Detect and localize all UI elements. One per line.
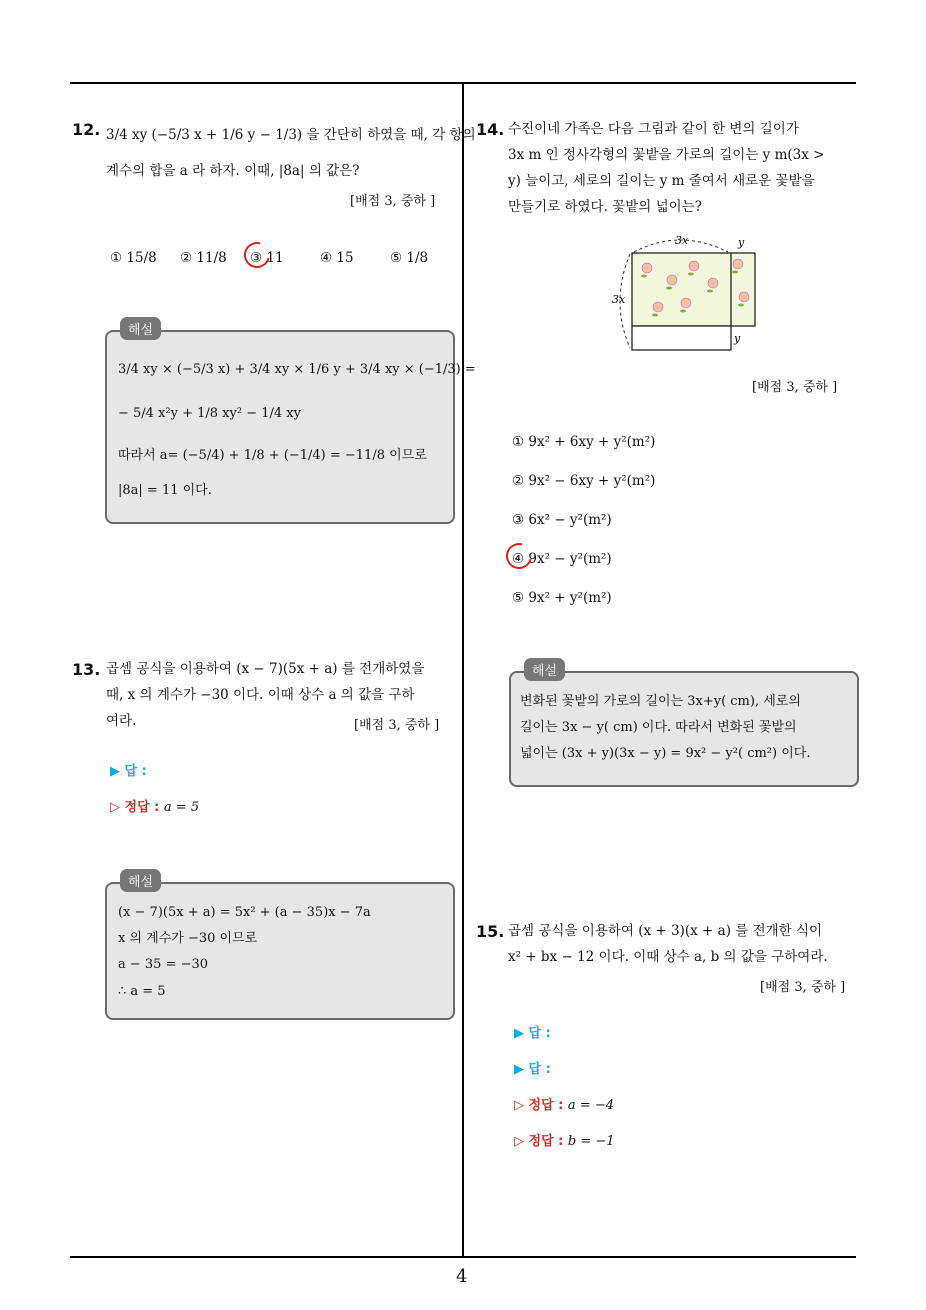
q13-text-line3: 여라. [106, 713, 137, 729]
q12-selected-mark [239, 237, 275, 273]
q15-correct-value-2: b = −1 [567, 1134, 615, 1149]
q12-solution-line1: 3/4 xy × (−5/3 x) + 3/4 xy × 1/6 y + 3/4 xy × (−1/3) = [118, 362, 476, 377]
q14-option-5[interactable]: ⑤ 9x² + y²(m²) [512, 590, 612, 606]
column-divider [462, 82, 464, 1258]
q15-correct-answer-2 [514, 1130, 615, 1149]
q12-option-2[interactable]: ② 11/8 [180, 250, 227, 266]
q14-option-3[interactable]: ③ 6x² − y²(m²) [512, 512, 612, 528]
q12-number: 12. [72, 120, 101, 139]
q12-solution-tag: 해설 [120, 317, 161, 340]
q13-solution-tag: 해설 [120, 869, 161, 892]
q13-meta: [배점 3, 중하 ] [354, 718, 440, 733]
q12-option-3[interactable]: ③ 11 [250, 250, 284, 266]
q14-solution-line2: 길이는 3x − y( cm) 이다. 따라서 변화된 꽃밭의 [520, 720, 797, 735]
q12-text-line2: 계수의 합을 a 라 하자. 이때, |8a| 의 값은? [106, 163, 360, 179]
fig-label-left-3x: 3x [612, 293, 626, 306]
garden-removed-strip [632, 326, 731, 350]
fig-label-bottom-y: y [734, 332, 741, 345]
q13-correct-answer [110, 796, 199, 815]
q15-answer-label-2[interactable]: ▶ 답 : [514, 1062, 551, 1077]
page-number: 4 [456, 1266, 468, 1287]
q12-solution-line2: − 5/4 x²y + 1/8 xy² − 1/4 xy [118, 406, 301, 421]
q12-meta: [배점 3, 중하 ] [350, 194, 436, 209]
q12-option-1[interactable]: ① 15/8 [110, 250, 157, 266]
q15-meta: [배점 3, 중하 ] [760, 980, 846, 995]
q14-text-line3: y) 늘이고, 세로의 길이는 y m 줄여서 새로운 꽃밭을 [508, 173, 815, 189]
q14-text-line1: 수진이네 가족은 다음 그림과 같이 한 변의 길이가 [508, 121, 799, 137]
q14-text-line4: 만들기로 하였다. 꽃밭의 넓이는? [508, 199, 702, 215]
q15-correct-label-2: ▷ 정답 : [514, 1134, 564, 1149]
q14-solution-tag: 해설 [524, 658, 565, 681]
q13-text-line2: 때, x 의 계수가 −30 이다. 이때 상수 a 의 값을 구하 [106, 687, 415, 703]
q14-solution-line1: 변화된 꽃밭의 가로의 길이는 3x+y( cm), 세로의 [520, 694, 801, 709]
q15-text-line1: 곱셈 공식을 이용하여 (x + 3)(x + a) 를 전개한 식이 [508, 923, 823, 939]
q15-answer-label-1[interactable]: ▶ 답 : [514, 1026, 551, 1041]
fig-label-top-y: y [738, 236, 745, 249]
q13-correct-label: ▷ 정답 : [110, 800, 160, 815]
q14-meta: [배점 3, 중하 ] [752, 380, 838, 395]
q14-option-1[interactable]: ① 9x² + 6xy + y²(m²) [512, 434, 656, 450]
q12-text-line1: 3/4 xy (−5/3 x + 1/6 y − 1/3) 을 간단히 하였을 때, 각 항의 [106, 127, 476, 143]
q12-solution-line3: 따라서 a= (−5/4) + 1/8 + (−1/4) = −11/8 이므로 [118, 448, 427, 463]
q13-text-line1: 곱셈 공식을 이용하여 (x − 7)(5x + a) 를 전개하였을 [106, 661, 425, 677]
q15-correct-label-1: ▷ 정답 : [514, 1098, 564, 1113]
q14-solution-line3: 넓이는 (3x + y)(3x − y) = 9x² − y²( cm²) 이다. [520, 746, 811, 761]
q15-text-line2: x² + bx − 12 이다. 이때 상수 a, b 의 값을 구하여라. [508, 949, 828, 965]
q13-solution-line3: a − 35 = −30 [118, 957, 209, 972]
q13-correct-value: a = 5 [163, 800, 200, 815]
q15-number: 15. [476, 922, 505, 941]
q14-number: 14. [476, 120, 505, 139]
q15-correct-value-1: a = −4 [567, 1098, 614, 1113]
q14-text-line2: 3x m 인 정사각형의 꽃밭을 가로의 길이는 y m(3x > [508, 147, 825, 163]
q12-solution-line4: |8a| = 11 이다. [118, 483, 212, 498]
q12-option-5[interactable]: ⑤ 1/8 [390, 250, 429, 266]
q13-solution-line2: x 의 계수가 −30 이므로 [118, 931, 258, 946]
q13-answer-label[interactable]: ▶ 답 : [110, 764, 147, 779]
q14-option-4[interactable]: ④ 9x² − y²(m²) [512, 551, 612, 567]
fig-label-top-3x: 3x [675, 234, 689, 247]
q14-option-2[interactable]: ② 9x² − 6xy + y²(m²) [512, 473, 656, 489]
q13-solution-line1: (x − 7)(5x + a) = 5x² + (a − 35)x − 7a [118, 905, 371, 920]
q14-garden-figure [600, 230, 770, 360]
q15-correct-answer-1 [514, 1094, 614, 1113]
q12-option-4[interactable]: ④ 15 [320, 250, 354, 266]
q13-number: 13. [72, 660, 101, 679]
q14-selected-mark [501, 538, 537, 574]
q13-solution-line4: ∴ a = 5 [118, 984, 166, 999]
